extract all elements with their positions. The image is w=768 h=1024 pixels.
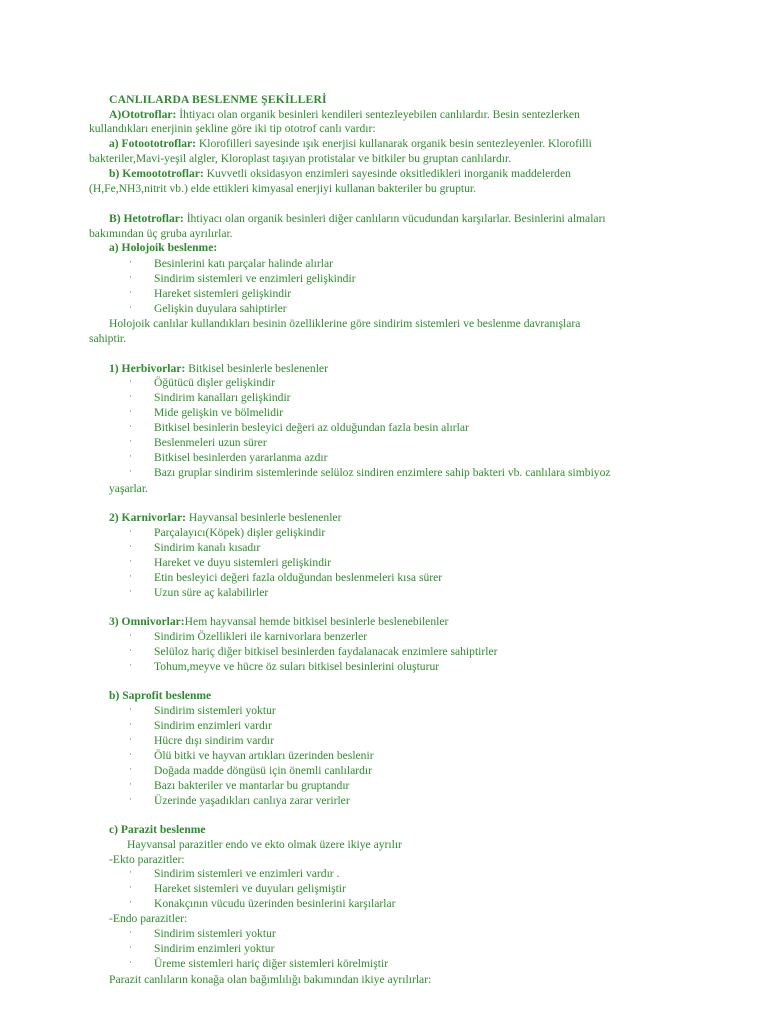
bullet-icon: · [129, 421, 132, 431]
list-item: Gelişkin duyulara sahiptirler [154, 302, 287, 315]
kemoototroflar-text-2: (H,Fe,NH3,nitrit vb.) elde ettikleri kimyasal enerjiyi kullanan bakteriler bu gruptur. [89, 182, 476, 195]
list-item: Bazı bakteriler ve mantarlar bu gruptandır [154, 779, 350, 792]
list-item: Doğada madde döngüsü için önemli canlılardır [154, 764, 372, 777]
karnivor-text: Hayvansal besinlerle beslenenler [185, 511, 342, 524]
bullet-icon: · [129, 630, 132, 640]
bullet-icon: · [129, 704, 132, 714]
list-item: Sindirim kanalı kısadır [154, 541, 261, 554]
bullet-icon: · [129, 927, 132, 937]
hetotroflar-heading: B) Hetotroflar: [109, 212, 184, 225]
list-item: Öğütücü dişler gelişkindir [154, 376, 276, 389]
bullet-icon: · [129, 571, 132, 581]
bullet-icon: · [129, 882, 132, 892]
fotoototroflar-text-1: Klorofilleri sayesinde ışık enerjisi kullanarak organik besin sentezleyenler. Klorofilli [196, 137, 592, 150]
list-item: Uzun süre aç kalabilirler [154, 586, 269, 599]
holozoik-text-2: sahiptir. [89, 332, 127, 345]
list-item: Sindirim enzimleri yoktur [154, 942, 275, 955]
list-item: Beslenmeleri uzun sürer [154, 436, 267, 449]
bullet-icon: · [129, 556, 132, 566]
fotoototroflar-heading: a) Fotoototroflar: [109, 137, 197, 150]
list-item: Sindirim sistemleri ve enzimleri vardır . [154, 867, 340, 880]
parazit-text: Hayvansal parazitler endo ve ekto olmak üzere ikiye ayrılır [127, 838, 402, 851]
bullet-icon: · [129, 897, 132, 907]
list-item: Sindirim Özellikleri ile karnivorlara benzerler [154, 630, 368, 643]
bullet-icon: · [129, 287, 132, 297]
ototroflar-text-2: kullandıkları enerjinin şekline göre iki tip ototrof canlı vardır: [89, 122, 376, 135]
list-item: Besinlerini katı parçalar halinde alırlar [154, 257, 333, 270]
ototroflar-text-1: İhtiyacı olan organik besinleri kendileri sentezleyebilen canlılardır. Besin sentezlerken [176, 108, 580, 121]
bullet-icon: · [129, 586, 132, 596]
herbivor-heading: 1) Herbivorlar: [109, 362, 186, 375]
holozoik-heading: a) Holojoik beslenme: [109, 241, 218, 254]
bullet-icon: · [129, 749, 132, 759]
page-title: CANLILARDA BESLENME ŞEKİLLERİ [109, 93, 327, 106]
ototroflar-heading: A)Ototroflar: [109, 108, 177, 121]
omnivor-text: Hem hayvansal hemde bitkisel besinlerle beslenebilenler [184, 615, 449, 628]
bullet-icon: · [129, 436, 132, 446]
list-item: Üzerinde yaşadıkları canlıya zarar verirler [154, 794, 350, 807]
bullet-icon: · [129, 734, 132, 744]
kemoototroflar-heading: b) Kemoototroflar: [109, 167, 204, 180]
list-item: Etin besleyici değeri fazla olduğundan beslenmeleri kısa sürer [154, 571, 443, 584]
list-item: Hareket sistemleri ve duyuları gelişmiştir [154, 882, 346, 895]
hetotroflar-line-1 [109, 211, 606, 226]
list-item: Hareket sistemleri gelişkindir [154, 287, 292, 300]
parazit-last: Parazit canlıların konağa olan bağımlılığı bakımından ikiye ayrılırlar: [109, 973, 432, 986]
list-item: Ölü bitki ve hayvan artıkları üzerinden beslenir [154, 749, 374, 762]
list-item: Konakçının vücudu üzerinden besinlerini karşılarlar [154, 897, 396, 910]
bullet-icon: · [129, 391, 132, 401]
bullet-icon: · [129, 406, 132, 416]
list-item: Bitkisel besinlerden yararlanma azdır [154, 451, 328, 464]
list-item: Bazı gruplar sindirim sistemlerinde selüloz sindiren enzimlere sahip bakteri vb. canlılara simbiyoz [154, 466, 611, 479]
omnivor-line [109, 614, 448, 629]
bullet-icon: · [129, 302, 132, 312]
list-item: Hücre dışı sindirim vardır [154, 734, 275, 747]
holozoik-text-1: Holojoik canlılar kullandıkları besinin özelliklerine göre sindirim sistemleri ve beslenme davranışlara [109, 317, 581, 330]
bullet-icon: · [129, 957, 132, 967]
bullet-icon: · [129, 942, 132, 952]
parazit-heading: c) Parazit beslenme [109, 823, 206, 836]
herbivor-cont: yaşarlar. [109, 482, 148, 495]
list-item: Üreme sistemleri hariç diğer sistemleri körelmiştir [154, 957, 389, 970]
fotoototroflar-line-1 [109, 136, 592, 151]
list-item: Sindirim sistemleri yoktur [154, 704, 276, 717]
omnivor-heading: 3) Omnivorlar: [109, 615, 185, 628]
bullet-icon: · [129, 779, 132, 789]
saprofit-heading: b) Saprofit beslenme [109, 689, 212, 702]
bullet-icon: · [129, 719, 132, 729]
fotoototroflar-text-2: bakteriler,Mavi-yeşil algler, Kloroplast taşıyan protistalar ve bitkiler bu gruptan canlılardır. [89, 152, 512, 165]
bullet-icon: · [129, 645, 132, 655]
bullet-icon: · [129, 764, 132, 774]
kemoototroflar-text-1: Kuvvetli oksidasyon enzimleri sayesinde oksitledikleri inorganik maddelerden [203, 167, 571, 180]
ototroflar-line-1 [109, 107, 580, 122]
list-item: Mide gelişkin ve bölmelidir [154, 406, 284, 419]
endo-label: -Endo parazitler: [109, 912, 188, 925]
list-item: Sindirim kanalları gelişkindir [154, 391, 291, 404]
bullet-icon: · [129, 541, 132, 551]
hetotroflar-text-1: İhtiyacı olan organik besinleri diğer canlıların vücudundan karşılarlar. Besinlerini almaları [183, 212, 606, 225]
bullet-icon: · [129, 794, 132, 804]
list-item: Bitkisel besinlerin besleyici değeri az olduğundan fazla besin alırlar [154, 421, 469, 434]
kemoototroflar-line-1 [109, 166, 571, 181]
ekto-label: -Ekto parazitler: [109, 853, 185, 866]
list-item: Sindirim sistemleri ve enzimleri gelişkindir [154, 272, 356, 285]
bullet-icon: · [129, 257, 132, 267]
herbivor-text: Bitkisel besinlerle beslenenler [185, 362, 328, 375]
karnivor-line [109, 510, 341, 525]
bullet-icon: · [129, 451, 132, 461]
bullet-icon: · [129, 466, 132, 476]
bullet-icon: · [129, 376, 132, 386]
bullet-icon: · [129, 526, 132, 536]
list-item: Parçalayıcı(Köpek) dişler gelişkindir [154, 526, 326, 539]
karnivor-heading: 2) Karnivorlar: [109, 511, 186, 524]
herbivor-line [109, 361, 328, 376]
bullet-icon: · [129, 867, 132, 877]
hetotroflar-text-2: bakımından üç gruba ayrılırlar. [89, 227, 233, 240]
list-item: Sindirim enzimleri vardır [154, 719, 272, 732]
list-item: Hareket ve duyu sistemleri gelişkindir [154, 556, 332, 569]
bullet-icon: · [129, 660, 132, 670]
bullet-icon: · [129, 272, 132, 282]
list-item: Sindirim sistemleri yoktur [154, 927, 276, 940]
list-item: Tohum,meyve ve hücre öz suları bitkisel besinlerini oluşturur [154, 660, 440, 673]
list-item: Selüloz hariç diğer bitkisel besinlerden faydalanacak enzimlere sahiptirler [154, 645, 498, 658]
